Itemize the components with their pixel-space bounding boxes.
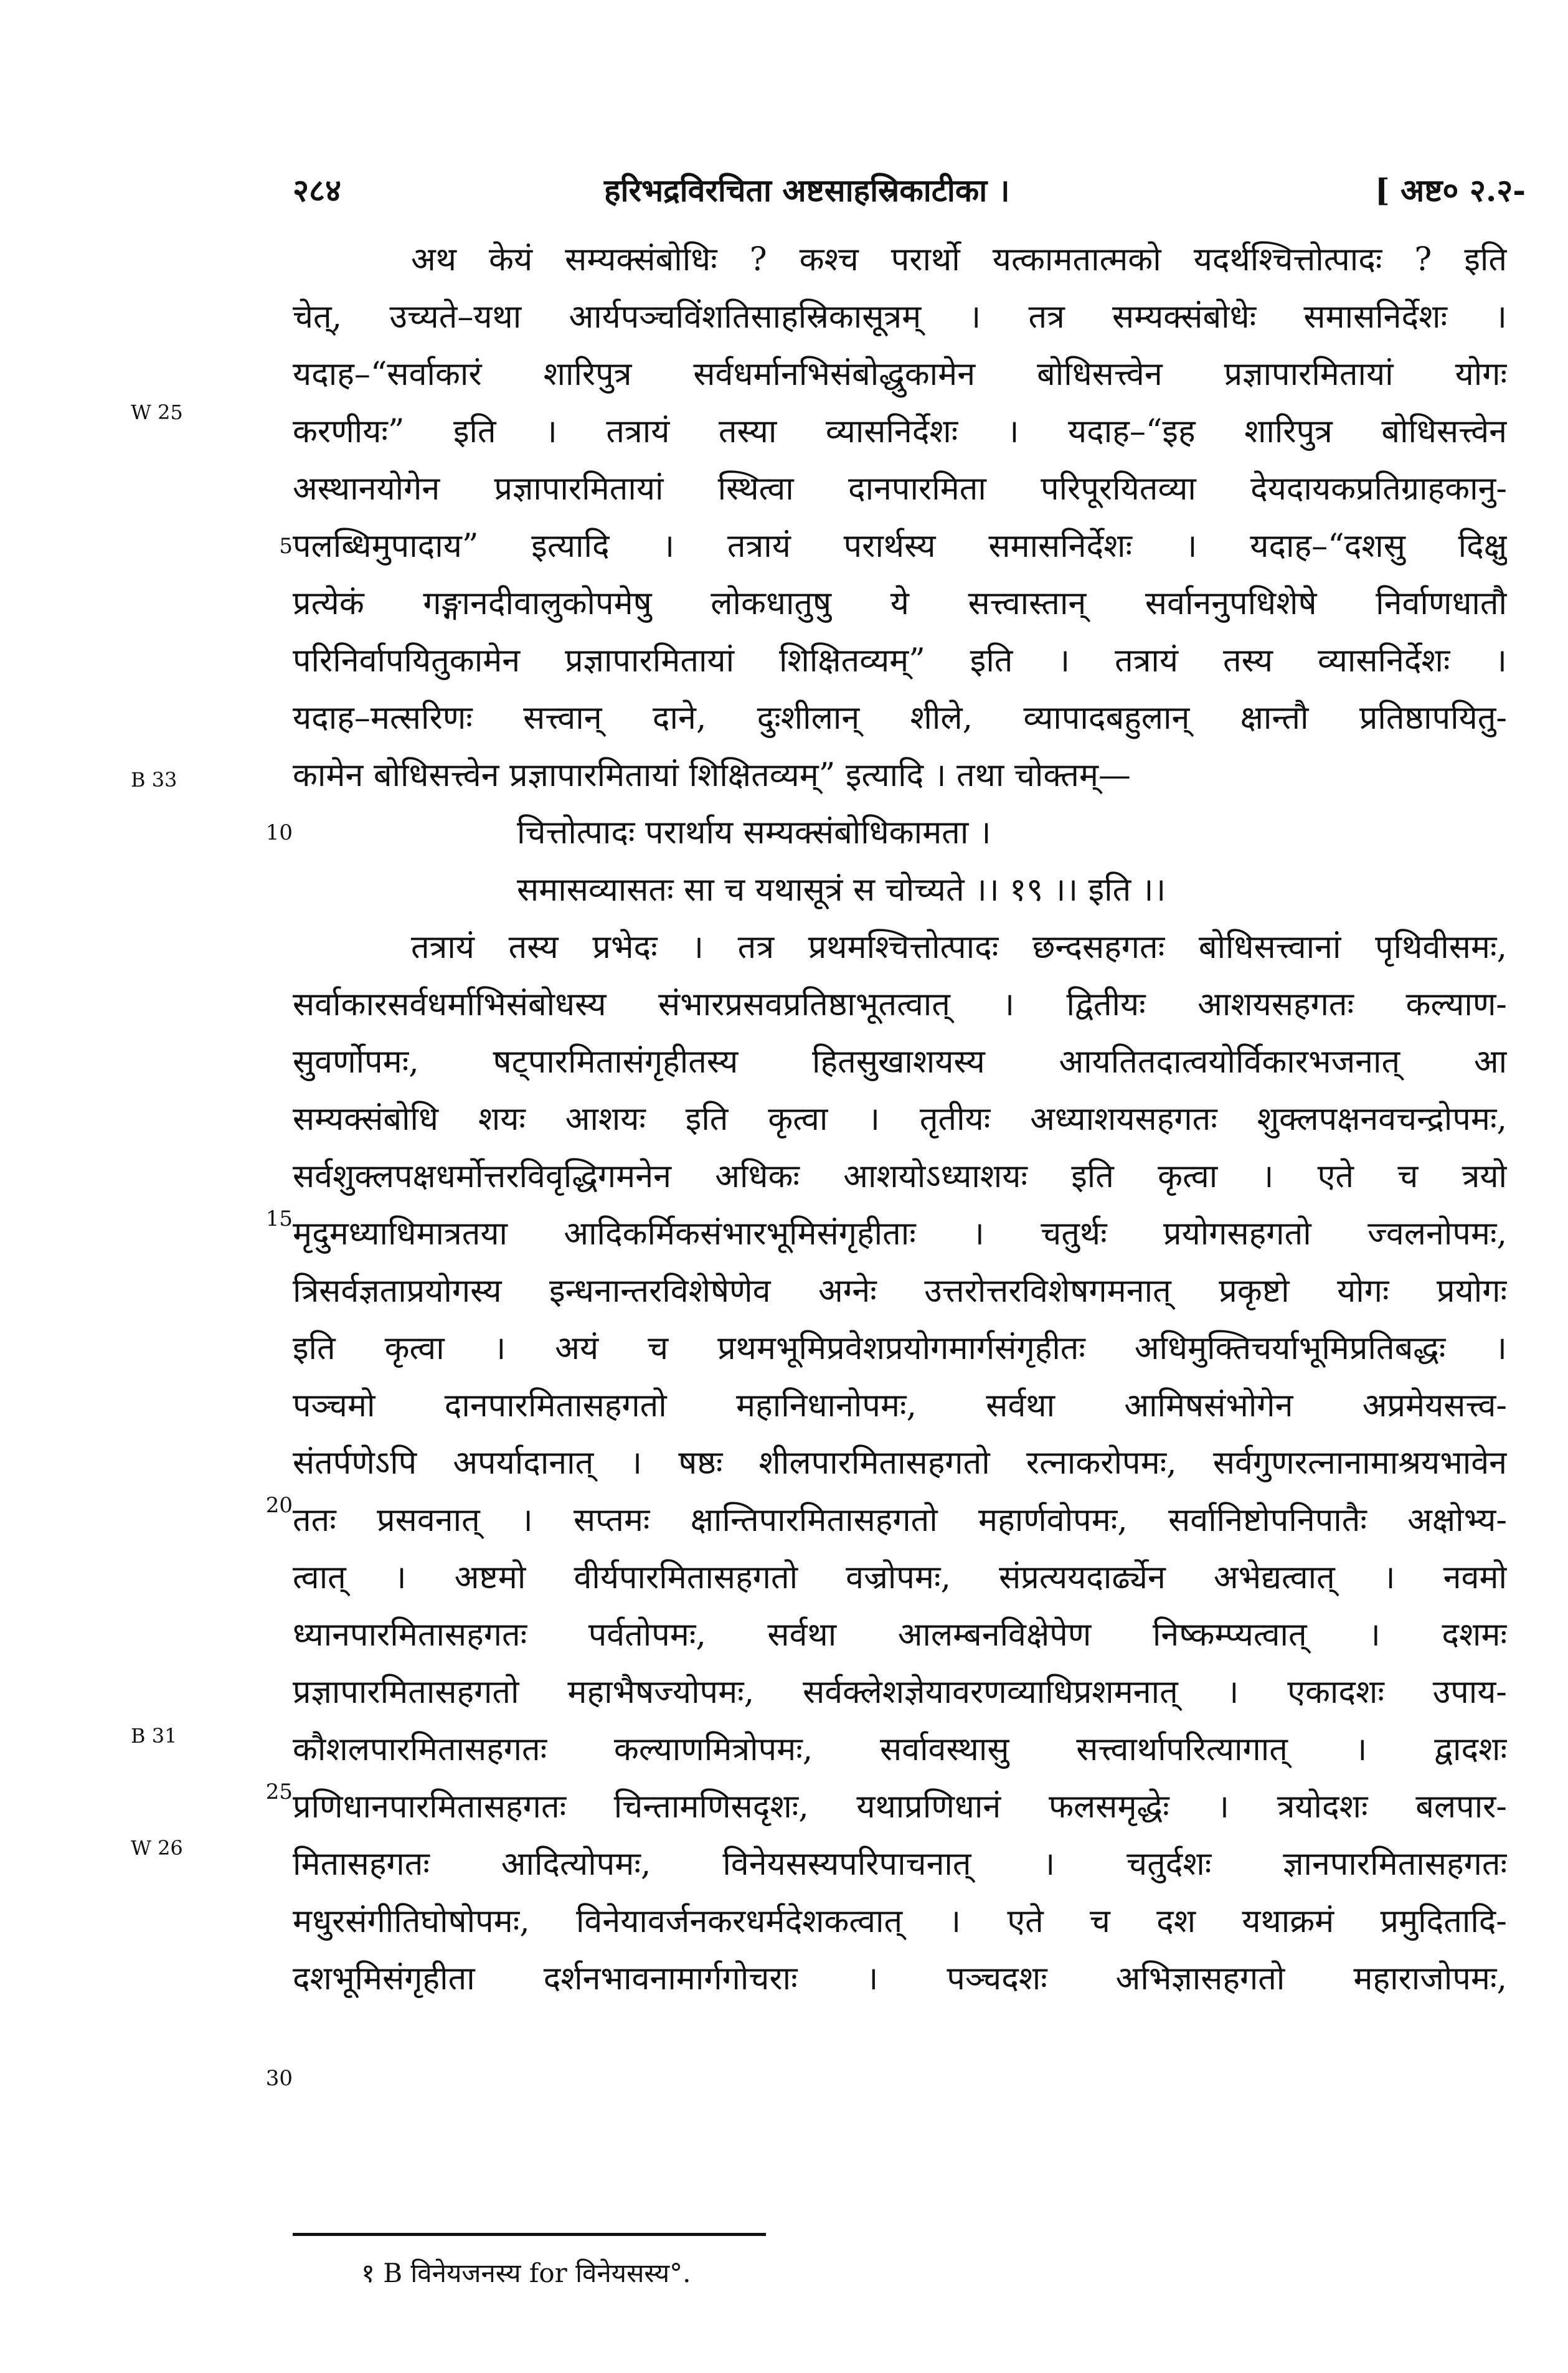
text-line: ततः प्रसवनात् । सप्तमः क्षान्तिपारमितासहगतो महार्णवोपमः, सर्वानिष्टोपनिपातैः अक्षोभ्य-	[293, 1502, 1507, 1539]
text-line: तत्रायं तस्य प्रभेदः । तत्र प्रथमश्चित्तोत्पादः छन्दसहगतः बोधिसत्त्वानां पृथिवीसमः,	[411, 929, 1507, 966]
section-reference: [ अष्ट० २.२-	[1374, 172, 1526, 209]
text-line: यदाह–मत्सरिणः सत्त्वान् दाने, दुःशीलान् शीले, व्यापादबहुलान् क्षान्तौ प्रतिष्ठापयितु-	[293, 699, 1507, 737]
verse-line: समासव्यासतः सा च यथासूत्रं स चोच्यते ।। १९ ।। इति ।।	[517, 871, 1166, 909]
line-number-25: 25	[265, 1779, 293, 1804]
text-line: चेत्, उच्यते–यथा आर्यपञ्चविंशतिसाहस्रिकासूत्रम् । तत्र सम्यक्संबोधेः समासनिर्देशः ।	[293, 298, 1507, 336]
text-line: मृदुमध्याधिमात्रतया आदिकर्मिकसंभारभूमिसंगृहीताः । चतुर्थः प्रयोगसहगतो ज्वलनोपमः,	[293, 1215, 1507, 1253]
text-line: दशभूमिसंगृहीता दर्शनभावनामार्गगोचराः । पञ्चदशः अभिज्ञासहगतो महाराजोपमः,	[293, 1960, 1507, 1997]
text-line: सम्यक्संबोधि शयः आशयः इति कृत्वा । तृतीयः अध्याशयसहगतः शुक्लपक्षनवचन्द्रोपमः,	[293, 1101, 1507, 1138]
text-line: पञ्चमो दानपारमितासहगतो महानिधानोपमः, सर्वथा आमिषसंभोगेन अप्रमेयसत्त्व-	[293, 1387, 1507, 1424]
footnote: १ B विनेयजनस्य for विनेयसस्य°.	[361, 2258, 691, 2288]
margin-ref-b33: B 33	[131, 768, 177, 792]
line-number-10: 10	[265, 820, 293, 845]
margin-ref-b31: B 31	[131, 1724, 177, 1748]
margin-ref-w26: W 26	[131, 1836, 183, 1860]
verse-line: चित्तोत्पादः परार्थाय सम्यक्संबोधिकामता ।	[517, 814, 991, 851]
text-line: सुवर्णोपमः, षट्पारमितासंगृहीतस्य हितसुखाशयस्य आयतितदात्वयोर्विकारभजनात् आ	[293, 1043, 1507, 1081]
text-line: अस्थानयोगेन प्रज्ञापारमितायां स्थित्वा दानपारमिता परिपूरयितव्या देयदायकप्रतिग्राहकानु-	[293, 470, 1507, 508]
text-line: परिनिर्वापयितुकामेन प्रज्ञापारमितायां शिक्षितव्यम्” इति । तत्रायं तस्य व्यासनिर्देशः ।	[293, 642, 1507, 680]
line-number-15: 15	[265, 1206, 293, 1231]
text-line: अथ केयं सम्यक्संबोधिः ? कश्च परार्थो यत्कामतात्मको यदर्थश्चित्तोत्पादः ? इति	[411, 241, 1507, 278]
line-number-30: 30	[265, 2066, 293, 2091]
text-line: प्रणिधानपारमितासहगतः चिन्तामणिसदृशः, यथाप्रणिधानं फलसमृद्धेः । त्रयोदशः बलपार-	[293, 1788, 1507, 1826]
text-line: मितासहगतः आदित्योपमः, विनेयसस्यपरिपाचनात् । चतुर्दशः ज्ञानपारमितासहगतः	[293, 1845, 1507, 1883]
text-line: करणीयः” इति । तत्रायं तस्या व्यासनिर्देशः । यदाह–“इह शारिपुत्र बोधिसत्त्वेन	[293, 413, 1507, 450]
margin-ref-w25: W 25	[131, 400, 183, 424]
footnote-rule	[293, 2233, 766, 2236]
text-line: कौशलपारमितासहगतः कल्याणमित्रोपमः, सर्वावस्थासु सत्त्वार्थापरित्यागात् । द्वादशः	[293, 1731, 1507, 1768]
text-line: इति कृत्वा । अयं च प्रथमभूमिप्रवेशप्रयोगमार्गसंगृहीतः अधिमुक्तिचर्याभूमिप्रतिबद्धः ।	[293, 1330, 1507, 1367]
text-line: प्रत्येकं गङ्गानदीवालुकोपमेषु लोकधातुषु ये सत्त्वास्तान् सर्वाननुपधिशेषे निर्वाणधातौ	[293, 585, 1507, 622]
text-line: संतर्पणेऽपि अपर्यादानात् । षष्ठः शीलपारमितासहगतो रत्नाकरोपमः, सर्वगुणरत्नानामाश्रयभावेन	[293, 1444, 1507, 1482]
running-header	[293, 168, 1526, 218]
text-line: त्वात् । अष्टमो वीर्यपारमितासहगतो वज्रोपमः, संप्रत्ययदार्ढ्येन अभेद्यत्वात् । नवमो	[293, 1559, 1507, 1596]
text-line: सर्वाकारसर्वधर्माभिसंबोधस्य संभारप्रसवप्रतिष्ठाभूतत्वात् । द्वितीयः आशयसहगतः कल्याण-	[293, 986, 1507, 1023]
text-line: त्रिसर्वज्ञताप्रयोगस्य इन्धनान्तरविशेषेणेव अग्नेः उत्तरोत्तरविशेषगमनात् प्रकृष्टो योगः प्रयोगः	[293, 1272, 1507, 1310]
line-number-20: 20	[265, 1493, 293, 1518]
page-number: २८४	[293, 172, 341, 209]
running-title: हरिभद्रविरचिता अष्टसाहस्रिकाटीका ।	[604, 172, 1010, 209]
text-line: सर्वशुक्लपक्षधर्मोत्तरविवृद्धिगमनेन अधिकः आशयोऽध्याशयः इति कृत्वा । एते च त्रयो	[293, 1158, 1507, 1195]
text-line: मधुरसंगीतिघोषोपमः, विनेयावर्जनकरधर्मदेशकत्वात् । एते च दश यथाक्रमं प्रमुदितादि-	[293, 1903, 1507, 1940]
line-number-5: 5	[279, 534, 293, 559]
text-line: ध्यानपारमितासहगतः पर्वतोपमः, सर्वथा आलम्बनविक्षेपेण निष्कम्प्यत्वात् । दशमः	[293, 1616, 1507, 1654]
text-line: यदाह–“सर्वाकारं शारिपुत्र सर्वधर्मानभिसंबोद्धुकामेन बोधिसत्त्वेन प्रज्ञापारमितायां योगः	[293, 356, 1507, 393]
text-line: पलब्धिमुपादाय” इत्यादि । तत्रायं परार्थस्य समासनिर्देशः । यदाह–“दशसु दिक्षु	[293, 528, 1507, 565]
text-line: प्रज्ञापारमितासहगतो महाभैषज्योपमः, सर्वक्लेशज्ञेयावरणव्याधिप्रशमनात् । एकादशः उपाय-	[293, 1674, 1507, 1711]
text-line: कामेन बोधिसत्त्वेन प्रज्ञापारमितायां शिक्षितव्यम्” इत्यादि । तथा चोक्तम्—	[293, 757, 1131, 794]
